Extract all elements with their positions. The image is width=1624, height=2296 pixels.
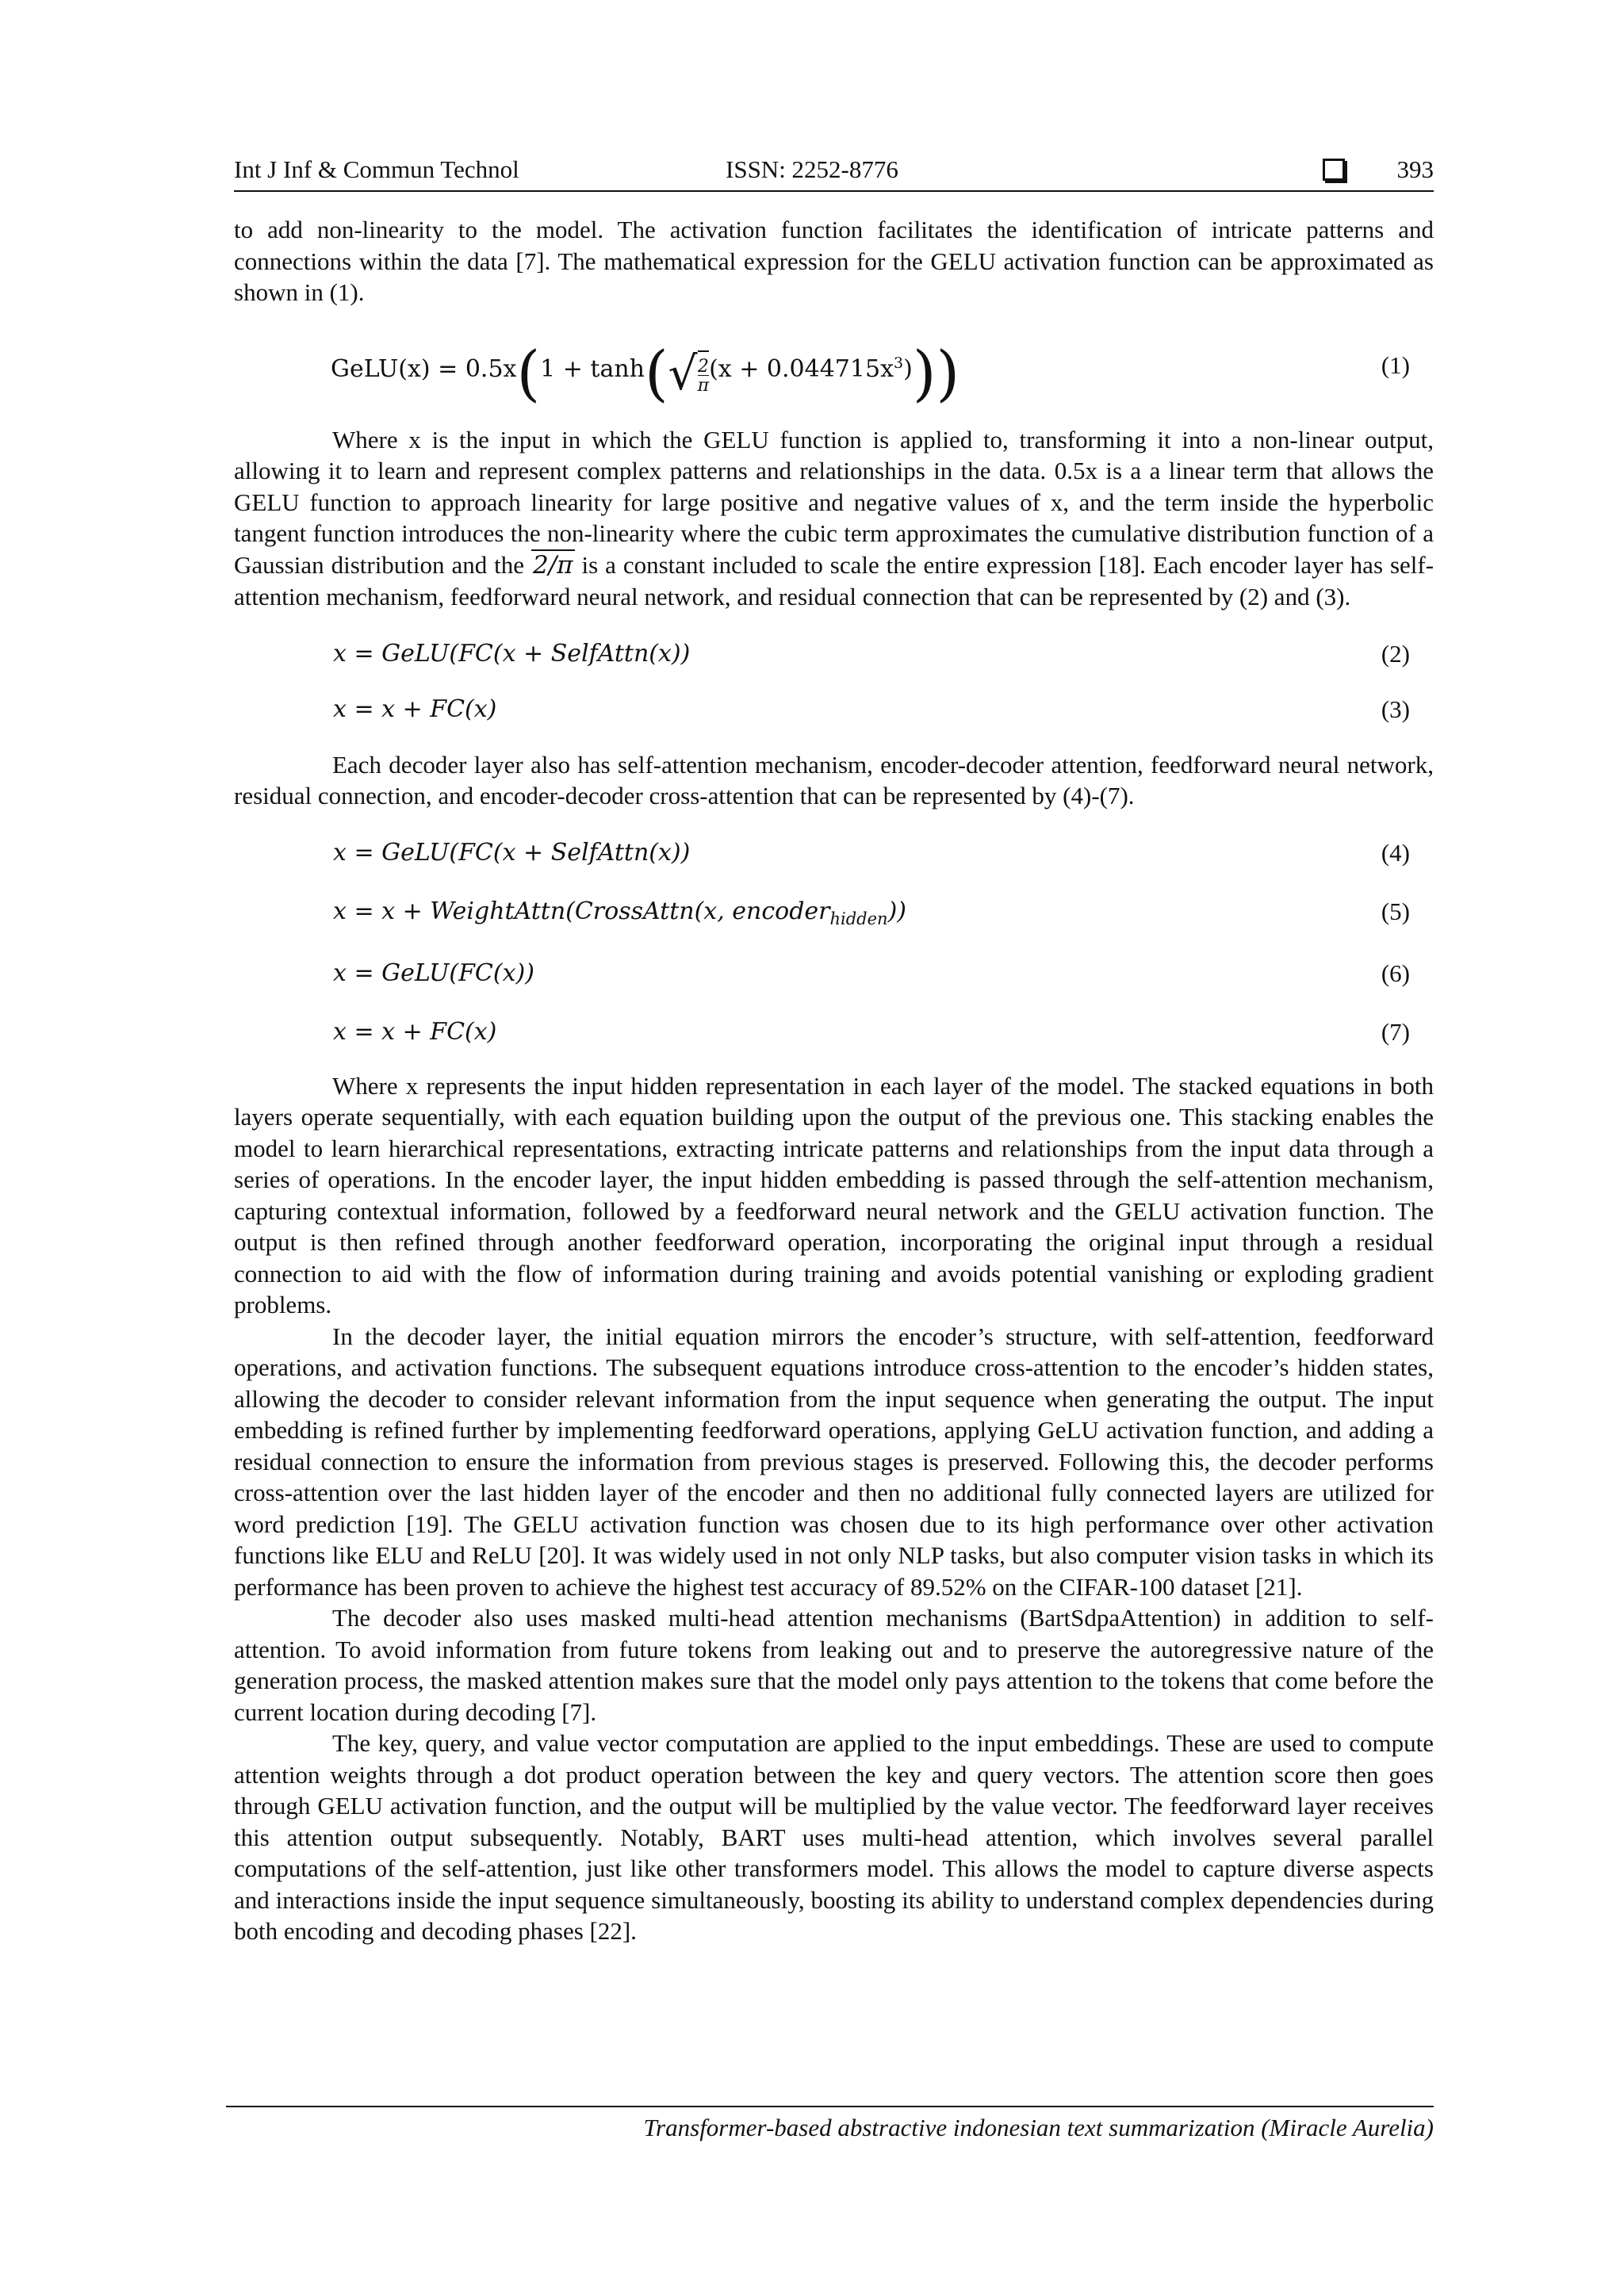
equation-1 bbox=[234, 329, 1434, 408]
equation-1-expression bbox=[331, 337, 960, 408]
eq1-big-paren-open-2: ( bbox=[645, 337, 668, 408]
eq1-fraction bbox=[698, 358, 709, 396]
eq5-subscript: hidden bbox=[829, 909, 888, 928]
equation-5 bbox=[234, 896, 1434, 928]
paragraph-5: In the decoder layer, the initial equation mirrors the encoder’s structure, with self-attention, feedforward operations, and activation functions. The subsequent equations introduce cross-attention to the encoder’s hidden states, allowing the decoder to consider relevant information from the input sequence when generating the output. The input embedding is refined further by implementing feedforward operations, applying GeLU activation function, and adding a residual connection to ensure the information from previous stages is preserved. Following this, the decoder performs cross-attention over the last hidden layer of the encoder and then no additional fully connected layers are utilized for word prediction [19]. The GELU activation function was chosen due to its high performance over other activation functions like ELU and ReLU [20]. It was widely used in not only NLP tasks, but also computer vision tasks in which its performance has been proven to achieve the highest test accuracy of 89.52% on the CIFAR-100 dataset [21]. bbox=[234, 1322, 1434, 1601]
running-title: Transformer-based abstractive indonesian text summarization (Miracle Aurelia) bbox=[643, 2114, 1434, 2141]
page-header bbox=[234, 155, 1434, 187]
paragraph-6: The decoder also uses masked multi-head attention mechanisms (BartSdpaAttention) in addition to self-attention. To avoid information from future tokens from leaking out and to preserve the autoregressive nature of the generation process, the masked attention makes sure that the model only pays attention to the tokens that come before the current location during decoding [7]. bbox=[234, 1604, 1434, 1726]
paragraph-2-part-1: Where x is the input in which the GELU function is applied to, transforming it into a non-linear output, allowing it to learn and represent complex patterns and relationships in the data. 0.5x is a a linear term that allows the GELU function to approach linearity for large positive and negative values of x, and the term inside the hyperbolic tangent function introduces the non-linearity where the cubic term approximates the cumulative distribution function of a Gaussian distribution and the bbox=[234, 425, 1434, 579]
paragraph-3: Each decoder layer also has self-attention mechanism, encoder-decoder attention, feedforward neural network, residual connection, and encoder-decoder cross-attention that can be represented by (4)-(7). bbox=[234, 750, 1434, 809]
eq1-frac-num: 2 bbox=[697, 356, 709, 377]
equation-3 bbox=[234, 694, 1434, 725]
issn: ISSN: 2252-8776 bbox=[726, 155, 898, 183]
eq1-inner: (x + 0.044715x bbox=[709, 354, 894, 383]
header-rule bbox=[234, 190, 1434, 192]
eq1-exponent: 3 bbox=[894, 354, 904, 372]
sqrt-constant: 2/π bbox=[533, 550, 573, 580]
journal-name: Int J Inf & Commun Technol bbox=[234, 155, 519, 183]
eq1-big-paren-open: ( bbox=[516, 337, 541, 408]
equation-2-number: (2) bbox=[1381, 639, 1410, 668]
footer-rule bbox=[226, 2106, 1434, 2107]
equation-2-expression: x = GeLU(FC(x + SelfAttn(x)) bbox=[333, 639, 691, 668]
equation-4-number: (4) bbox=[1381, 838, 1410, 867]
paragraph-1: to add non-linearity to the model. The activation function facilitates the identification of intricate patterns and connections within the data [7]. The mathematical expression for the GELU activation function can be approximated as shown in (1). bbox=[234, 216, 1434, 306]
equation-6 bbox=[234, 958, 1434, 989]
equation-7-number: (7) bbox=[1381, 1017, 1410, 1046]
equation-7-expression: x = x + FC(x) bbox=[333, 1017, 497, 1046]
equation-4 bbox=[234, 837, 1434, 869]
sqrt-icon: √ bbox=[668, 346, 698, 400]
page-body bbox=[234, 214, 1434, 1947]
equation-6-number: (6) bbox=[1381, 959, 1410, 987]
equation-2 bbox=[234, 638, 1434, 670]
equation-6-expression: x = GeLU(FC(x)) bbox=[333, 959, 534, 987]
paragraph-7: The key, query, and value vector computation are applied to the input embeddings. These are used to compute attention weights through a dot product operation between the key and query vectors. The attention score then goes through GELU activation function, and the output will be multiplied by the value vector. The feedforward layer receives this attention output subsequently. Notably, BART uses multi-head attention, which involves several parallel computations of the self-attention, just like other transformers model. This allows the model to capture diverse aspects and interactions inside the input sequence simultaneously, boosting its ability to understand complex dependencies during both encoding and decoding phases [22]. bbox=[234, 1729, 1434, 1945]
equation-7 bbox=[234, 1016, 1434, 1048]
eq1-big-paren-close: )) bbox=[912, 337, 960, 408]
equation-5-number: (5) bbox=[1381, 897, 1410, 925]
equation-5-expression bbox=[333, 896, 906, 936]
eq1-frac-den: π bbox=[697, 375, 710, 396]
eq1-radicand bbox=[698, 350, 709, 396]
eq1-one-plus-tanh: 1 + tanh bbox=[540, 354, 645, 383]
equation-1-number: (1) bbox=[1381, 350, 1410, 379]
equation-4-expression: x = GeLU(FC(x + SelfAttn(x)) bbox=[333, 838, 691, 867]
paragraph-4: Where x represents the input hidden representation in each layer of the model. The stacked equations in both layers operate sequentially, with each equation building upon the output of the previous one. This stacking enables the model to learn hierarchical representations, extracting intricate patterns and relationships from the input data through a series of operations. In the encoder layer, the input hidden embedding is passed through the self-attention mechanism, capturing contextual information, followed by a feedforward neural network and the GELU activation function. The output is then refined through another feedforward operation, incorporating the original input through a residual connection to aid with the flow of information during training and avoids potential vanishing or exploding gradient problems. bbox=[234, 1071, 1434, 1318]
equation-3-number: (3) bbox=[1381, 695, 1410, 723]
page-number: 393 bbox=[1396, 155, 1434, 183]
paragraph-2 bbox=[234, 424, 1434, 613]
eq1-lhs: GeLU(x) = 0.5x bbox=[331, 354, 517, 383]
eq1-close: ) bbox=[903, 354, 913, 383]
checkbox-square-icon bbox=[1323, 159, 1345, 181]
eq5-main: x = x + WeightAttn(CrossAttn(x, encoder bbox=[333, 897, 830, 925]
paragraph-2-part-2: is a constant included to scale the entire expression [18]. Each encoder layer has self-attention mechanism, feedforward neural network, and residual connection that can be represented by (2) and (3). bbox=[234, 550, 1434, 610]
eq5-tail: )) bbox=[887, 897, 907, 925]
equation-3-expression: x = x + FC(x) bbox=[333, 695, 497, 723]
